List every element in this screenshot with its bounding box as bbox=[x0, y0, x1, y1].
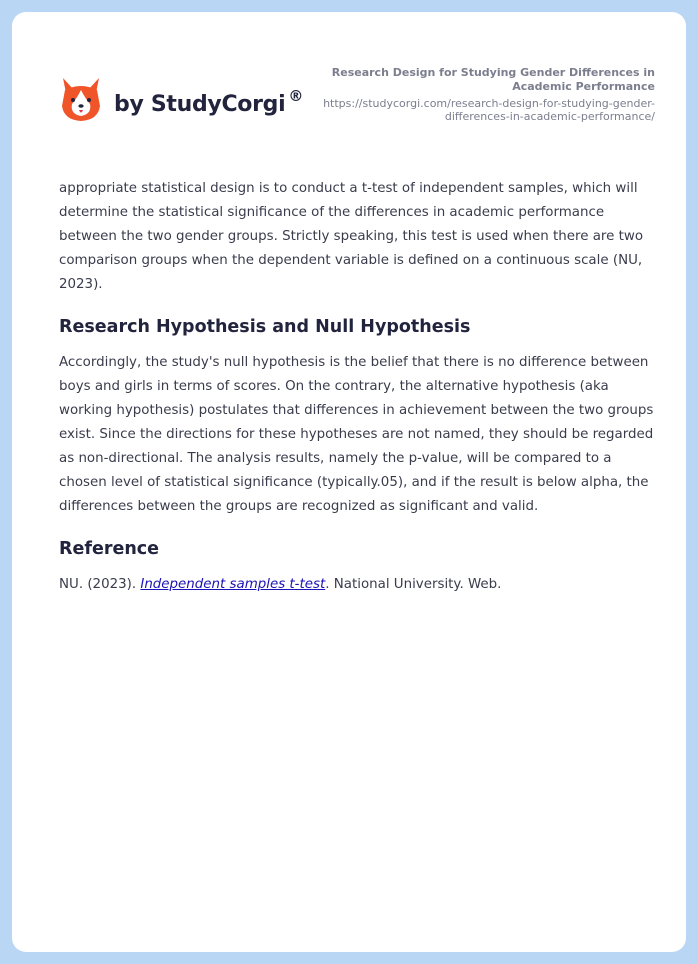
intro-paragraph: appropriate statistical design is to conduct a t-test of independent samples, which will determine the statistical significance of the differences in academic performance between the two gender groups. Strictly speaking, this test is used when there are two comparison groups when the dependent variable is defined on a continuous scale (NU, 2023). bbox=[59, 181, 644, 292]
logo-wordmark: by StudyCorgi ® bbox=[114, 87, 304, 117]
document-meta bbox=[295, 66, 655, 123]
reference-entry bbox=[59, 573, 659, 597]
document-title: Research Design for Studying Gender Differences in Academic Performance bbox=[331, 66, 655, 93]
registered-mark: ® bbox=[288, 87, 304, 105]
reference-suffix: . National University. Web. bbox=[325, 577, 502, 592]
hypothesis-paragraph: Accordingly, the study's null hypothesis is the belief that there is no difference between boys and girls in terms of scores. On the contrary, the alternative hypothesis (aka working hypothesis) postulates that differences in achievement between the two groups exist. Since the directions for these hypotheses are not named, they should be regarded as non-directional. The analysis results, namely the p-value, will be compared to a chosen level of statistical significance (typically.05), and if the result is below alpha, the differences between the groups are recognized as significant and valid. bbox=[59, 355, 654, 514]
document-url[interactable]: https://studycorgi.com/research-design-for-studying-gender-differences-in-academic-performance/ bbox=[323, 97, 655, 123]
reference-prefix: NU. (2023). bbox=[59, 577, 141, 592]
section-heading-hypothesis: Research Hypothesis and Null Hypothesis bbox=[59, 317, 471, 337]
section-heading-reference: Reference bbox=[59, 539, 160, 559]
corgi-icon bbox=[60, 76, 102, 122]
document-page bbox=[12, 12, 686, 952]
document-content bbox=[59, 177, 659, 597]
studycorgi-logo[interactable] bbox=[60, 76, 303, 122]
reference-link[interactable]: Independent samples t-test bbox=[140, 577, 326, 592]
